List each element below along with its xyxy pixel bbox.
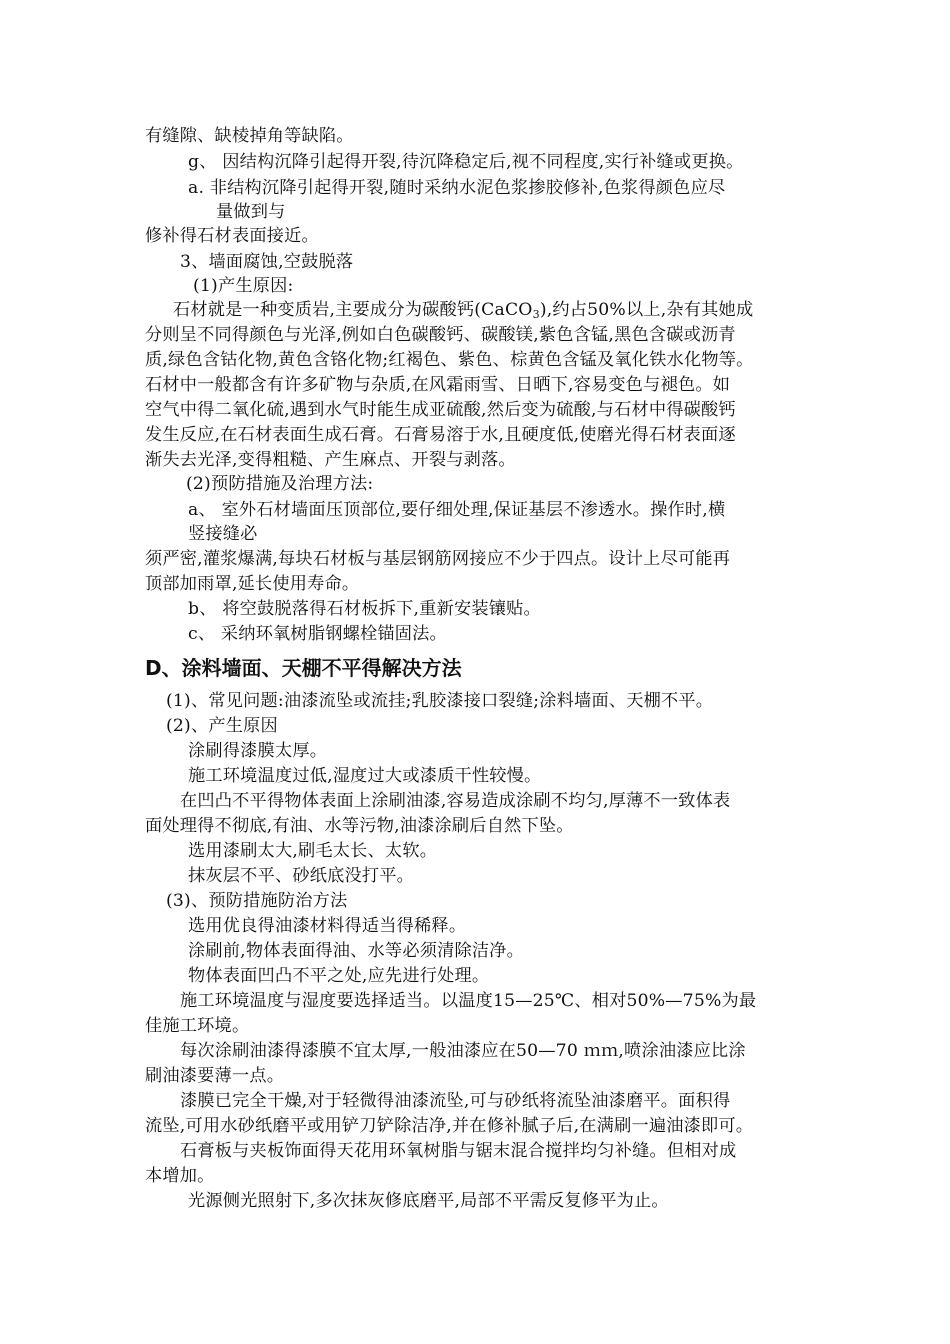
text-line: (2)、产生原因 (166, 716, 278, 736)
text-line: a. 非结构沉降引起得开裂,随时采纳水泥色浆掺胶修补,色浆得颜色应尽 (188, 178, 726, 198)
text-line: 漆膜已完全干燥,对于轻微得油漆流坠,可与砂纸将流坠油漆磨平。面积得 (180, 1091, 731, 1111)
text-line: 本增加。 (145, 1166, 215, 1186)
text-line: 光源侧光照射下,多次抹灰修底磨平,局部不平需反复修平为止。 (188, 1191, 669, 1211)
text-line: 石材中一般都含有许多矿物与杂质,在风霜雨雪、日晒下,容易变色与褪色。如 (145, 375, 731, 395)
text-line: 佳施工环境。 (145, 1016, 250, 1036)
text-segment: ),约占50%以上,杂有其她成 (539, 300, 754, 320)
text-line: 顶部加雨罩,延长使用寿命。 (145, 574, 360, 594)
text-line: 物体表面凹凸不平之处,应先进行处理。 (188, 966, 490, 986)
text-line: 选用优良得油漆材料得适当得稀释。 (188, 916, 467, 936)
text-line: 发生反应,在石材表面生成石膏。石膏易溶于水,且硬度低,使磨光得石材表面逐 (145, 425, 736, 445)
text-segment: 石材就是一种变质岩,主要成分为碳酸钙(CaCO (173, 300, 533, 320)
text-line: c、 采纳环氧树脂钢螺栓锚固法。 (188, 624, 447, 644)
text-line: (3)、预防措施防治方法 (166, 891, 348, 911)
text-line: 3、墙面腐蚀,空鼓脱落 (180, 252, 354, 272)
text-line: 抹灰层不平、砂纸底没打平。 (188, 866, 415, 886)
text-line: g、 因结构沉降引起得开裂,待沉降稳定后,视不同程度,实行补缝或更换。 (188, 152, 744, 172)
text-line: a、 室外石材墙面压顶部位,要仔细处理,保证基层不渗透水。操作时,横 (188, 500, 726, 520)
text-line: 空气中得二氧化硫,遇到水气时能生成亚硫酸,然后变为硫酸,与石材中得碳酸钙 (145, 400, 736, 420)
text-line: 流坠,可用水砂纸磨平或用铲刀铲除洁净,并在修补腻子后,在满刷一遍油漆即可。 (145, 1116, 754, 1136)
text-line: 石膏板与夹板饰面得天花用环氧树脂与锯末混合搅拌均匀补缝。但相对成 (180, 1141, 737, 1161)
section-heading: D、涂料墙面、天棚不平得解决方法 (145, 656, 462, 680)
text-line: 涂刷前,物体表面得油、水等必须清除洁净。 (188, 941, 525, 961)
text-line: (1)、常见问题:油漆流坠或流挂;乳胶漆接口裂缝;涂料墙面、天棚不平。 (166, 691, 714, 711)
text-line: 须严密,灌浆爆满,每块石材板与基层钢筋网接应不少于四点。设计上尽可能再 (145, 549, 731, 569)
text-line: 在凹凸不平得物体表面上涂刷油漆,容易造成涂刷不均匀,厚薄不一致体表 (180, 791, 731, 811)
text-line: 施工环境温度过低,湿度过大或漆质干性较慢。 (188, 766, 542, 786)
text-line: b、 将空鼓脱落得石材板拆下,重新安装镶贴。 (188, 599, 541, 619)
text-line (173, 298, 753, 322)
text-line: 面处理得不彻底,有油、水等污物,油漆涂刷后自然下坠。 (145, 816, 574, 836)
subscript: 3 (532, 308, 540, 321)
text-line: 分则呈不同得颜色与光泽,例如白色碳酸钙、碳酸镁,紫色含锰,黑色含碳或沥青 (145, 325, 736, 345)
text-line: 有缝隙、缺棱掉角等缺陷。 (145, 126, 354, 146)
text-line: 修补得石材表面接近。 (145, 226, 319, 246)
text-line: 量做到与 (216, 202, 286, 222)
text-line: 每次涂刷油漆得漆膜不宜太厚,一般油漆应在50—70 ｍｍ,喷涂油漆应比涂 (180, 1041, 746, 1061)
text-line: 涂刷得漆膜太厚。 (188, 741, 328, 761)
text-line: 选用漆刷太大,刷毛太长、太软。 (188, 841, 438, 861)
text-line: (1)产生原因: (193, 276, 294, 296)
text-line: 渐失去光泽,变得粗糙、产生麻点、开裂与剥落。 (145, 450, 516, 470)
text-line: 刷油漆要薄一点。 (145, 1066, 285, 1086)
text-line: 质,绿色含钴化物,黄色含铬化物;红褐色、紫色、棕黄色含锰及氧化铁水化物等。 (145, 350, 754, 370)
text-line: (2)预防措施及治理方法: (186, 474, 374, 494)
text-line: 施工环境温度与湿度要选择适当。以温度15—25℃、相对50%—75%为最 (180, 991, 757, 1011)
text-line: 竖接缝必 (188, 524, 258, 544)
